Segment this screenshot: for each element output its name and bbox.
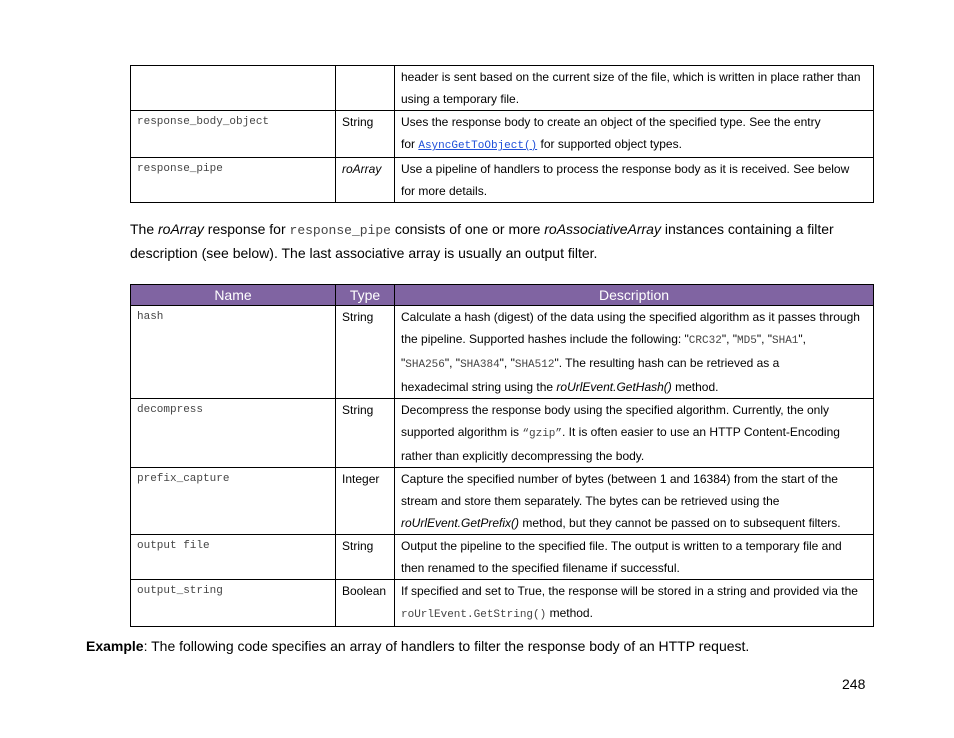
desc-text: method. xyxy=(671,380,719,394)
desc-line: rather than explicitly decompressing the body. xyxy=(401,449,645,463)
filter-desc-cell xyxy=(395,306,874,399)
text: consists of one or more xyxy=(390,221,545,237)
filter-name-cell: output file xyxy=(131,535,336,580)
filter-type-cell: String xyxy=(336,535,395,580)
para-line xyxy=(130,218,874,242)
filter-name-cell: prefix_capture xyxy=(131,468,336,535)
table-header-row xyxy=(131,285,874,306)
desc-line: using a temporary file. xyxy=(401,92,520,106)
attr-name-cell xyxy=(131,66,336,111)
table-row xyxy=(131,468,874,535)
desc-text: the pipeline. Supported hashes include the following: xyxy=(401,332,685,346)
inline-code: SHA256 xyxy=(405,359,445,371)
filter-type-cell: Boolean xyxy=(336,580,395,627)
example-text: : The following code specifies an array of handlers to filter the response body of an HTTP request. xyxy=(143,638,750,654)
inline-code: response_pipe xyxy=(289,223,391,238)
page-number: 248 xyxy=(842,676,866,692)
attr-desc-cell xyxy=(395,158,874,203)
filter-type-cell: Integer xyxy=(336,468,395,535)
filter-desc-cell xyxy=(395,399,874,468)
header-type: Type xyxy=(336,285,395,306)
inline-code: CRC32 xyxy=(688,335,722,347)
inline-code: SHA512 xyxy=(514,359,555,371)
desc-line xyxy=(401,133,867,157)
inline-code: SHA384 xyxy=(460,359,500,371)
table-row xyxy=(131,535,874,580)
header-description: Description xyxy=(395,285,874,306)
filter-description-table xyxy=(130,284,874,627)
type-text: roArray xyxy=(342,162,382,176)
desc-text: method, but they cannot be passed on to subsequent filters. xyxy=(519,516,841,530)
desc-line: Use a pipeline of handlers to process the response body as it is received. See below xyxy=(401,162,850,176)
desc-line: Uses the response body to create an object of the specified type. See the entry xyxy=(401,115,821,129)
attr-name-cell: response_body_object xyxy=(131,111,336,158)
desc-line xyxy=(401,602,867,626)
filter-type-cell: String xyxy=(336,306,395,399)
attr-type-cell: String xyxy=(336,111,395,158)
desc-line: Capture the specified number of bytes (between 1 and 16384) from the start of the xyxy=(401,472,838,486)
table-row xyxy=(131,399,874,468)
desc-line: header is sent based on the current size of the file, which is written in place rather than xyxy=(401,70,861,84)
para-line: description (see below). The last associative array is usually an output filter. xyxy=(130,245,598,261)
table-row xyxy=(131,306,874,399)
async-get-to-object-link[interactable]: AsyncGetToObject() xyxy=(418,140,538,152)
desc-italic: roUrlEvent.GetHash() xyxy=(556,380,672,394)
desc-line: Output the pipeline to the specified file. The output is written to a temporary file and xyxy=(401,539,842,553)
inline-code: MD5 xyxy=(737,335,757,347)
desc-line xyxy=(401,512,867,534)
desc-line: "SHA256", "SHA384", "SHA512". The resulting hash can be retrieved as a xyxy=(401,356,780,371)
example-label: Example xyxy=(86,638,144,654)
filter-name-cell: decompress xyxy=(131,399,336,468)
desc-text: for xyxy=(401,137,419,151)
table-row xyxy=(131,66,874,111)
desc-italic: roUrlEvent.GetPrefix() xyxy=(401,516,520,530)
text: instances containing a filter xyxy=(660,221,834,237)
filter-desc-cell xyxy=(395,580,874,627)
desc-line xyxy=(401,376,867,398)
text: The xyxy=(130,221,159,237)
desc-text: . It is often easier to use an HTTP Content-Encoding xyxy=(562,425,840,439)
desc-line xyxy=(401,421,867,445)
desc-line: If specified and set to True, the response will be stored in a string and provided via the xyxy=(401,584,858,598)
attr-type-cell xyxy=(336,66,395,111)
desc-line: the pipeline. Supported hashes include the following: "CRC32", "MD5", "SHA1", xyxy=(401,332,806,347)
table-row xyxy=(131,111,874,158)
table-row xyxy=(131,580,874,627)
filter-desc-cell xyxy=(395,468,874,535)
filter-type-cell: String xyxy=(336,399,395,468)
desc-text: hexadecimal string using the xyxy=(401,380,557,394)
attr-desc-cell xyxy=(395,66,874,111)
desc-line: Decompress the response body using the specified algorithm. Currently, the only xyxy=(401,403,829,417)
text-italic: roAssociativeArray xyxy=(544,221,661,237)
text: response for xyxy=(203,221,290,237)
filter-desc-cell xyxy=(395,535,874,580)
filter-name-cell: hash xyxy=(131,306,336,399)
inline-code: SHA1 xyxy=(772,335,799,347)
desc-line: Calculate a hash (digest) of the data using the specified algorithm as it passes through xyxy=(401,310,860,324)
attr-type-cell xyxy=(336,158,395,203)
desc-line: stream and store them separately. The bytes can be retrieved using the xyxy=(401,494,780,508)
header-name: Name xyxy=(131,285,336,306)
filter-name-cell: output_string xyxy=(131,580,336,627)
desc-line: for more details. xyxy=(401,184,488,198)
inline-code: “gzip” xyxy=(522,428,563,440)
desc-text: method. xyxy=(546,606,593,620)
desc-line: then renamed to the specified filename if successful. xyxy=(401,561,680,575)
example-paragraph xyxy=(86,635,749,657)
desc-text: supported algorithm is xyxy=(401,425,523,439)
inline-code: roUrlEvent.GetString() xyxy=(401,609,547,621)
attributes-table-continued xyxy=(130,65,874,203)
attr-desc-cell xyxy=(395,111,874,158)
table-row xyxy=(131,158,874,203)
attr-name-cell: response_pipe xyxy=(131,158,336,203)
text-italic: roArray xyxy=(158,221,204,237)
response-pipe-paragraph xyxy=(130,218,874,264)
desc-text: . The resulting hash can be retrieved as a xyxy=(558,356,780,370)
desc-text: for supported object types. xyxy=(537,137,682,151)
